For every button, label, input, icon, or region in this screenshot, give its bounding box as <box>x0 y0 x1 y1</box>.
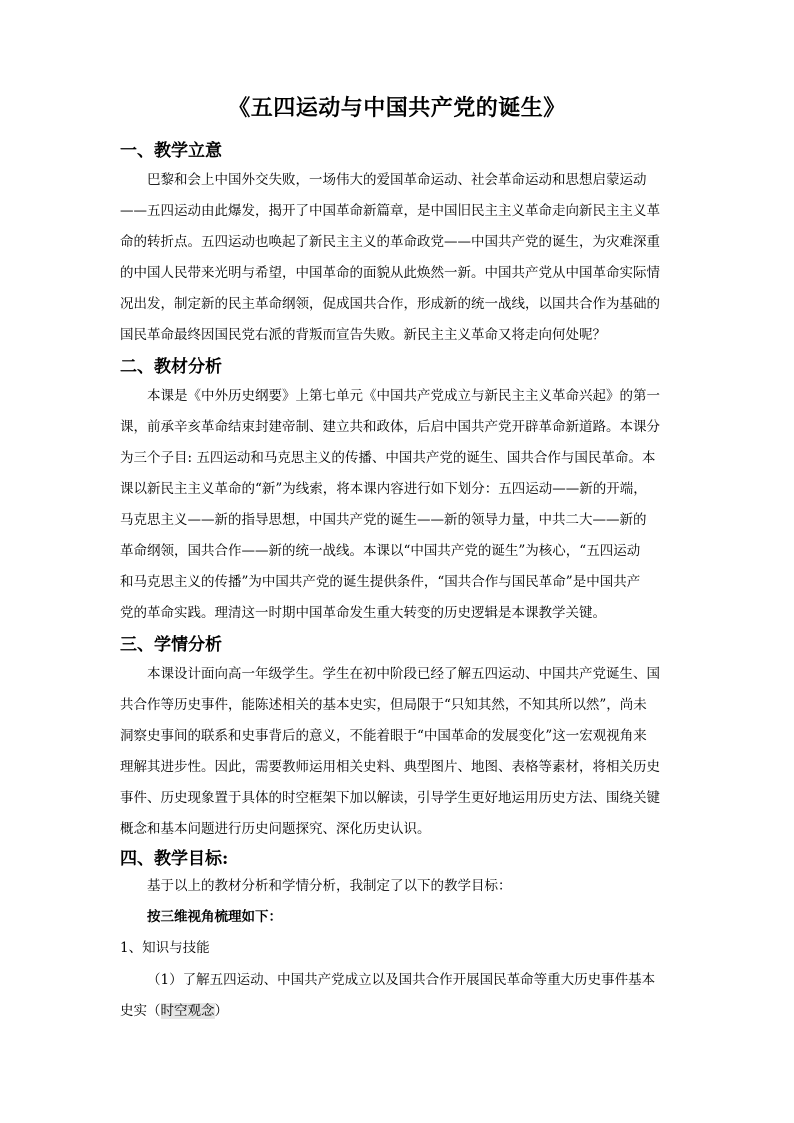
paragraph-line: 本课设计面向高一年级学生。学生在初中阶段已经了解五四运动、中国共产党诞生、国 <box>147 666 660 682</box>
paragraph-line: 课，前承辛亥革命结束封建帝制、建立共和政体，后启中国共产党开辟革命新道路。本课分 <box>120 419 660 435</box>
text-span: 史实（ <box>120 1003 161 1019</box>
paragraph-line: 国民革命最终因国民党右派的背叛而宣告失败。新民主主义革命又将走向何处呢？ <box>120 327 606 343</box>
paragraph-line: 巴黎和会上中国外交失败，一场伟大的爱国革命运动、社会革命运动和思想启蒙运动 <box>147 172 647 188</box>
paragraph-line: 课以新民主主义革命的“新”为线索，将本课内容进行如下划分：五四运动——新的开端， <box>120 481 647 497</box>
paragraph-line: 概念和基本问题进行历史问题探究、深化历史认识。 <box>120 821 431 837</box>
paragraph-line: 党的革命实践。理清这一时期中国革命发生重大转变的历史逻辑是本课教学关键。 <box>120 605 606 621</box>
paragraph-line: 共合作等历史事件，能陈述相关的基本史实，但局限于“只知其然，不知其所以然”，尚未 <box>120 697 647 713</box>
paragraph-line: 马克思主义——新的指导思想，中国共产党的诞生——新的领导力量，中共二大——新的 <box>120 512 647 528</box>
paragraph-line: ——五四运动由此爆发，揭开了中国革命新篇章，是中国旧民主主义革命走向新民主主义革 <box>120 203 660 219</box>
document-title: 《五四运动与中国共产党的诞生》 <box>228 95 566 121</box>
paragraph-line: 命的转折点。五四运动也唤起了新民主主义的革命政党——中国共产党的诞生，为灾难深重 <box>120 234 660 250</box>
text-span: ） <box>214 1003 228 1019</box>
paragraph-line: 况出发，制定新的民主革命纲领，促成国共合作，形成新的统一战线，以国共合作为基础的 <box>120 296 660 312</box>
paragraph-line: 和马克思主义的传播”为中国共产党的诞生提供条件，“国共合作与国民革命”是中国共产 <box>120 574 641 590</box>
list-item-knowledge-skills: 1、知识与技能 <box>120 940 210 956</box>
paragraph-line: 的中国人民带来光明与希望，中国革命的面貌从此焕然一新。中国共产党从中国革命实际情 <box>120 265 660 281</box>
paragraph-line: 基于以上的教材分析和学情分析，我制定了以下的教学目标： <box>147 878 512 894</box>
paragraph-line <box>120 999 228 1019</box>
paragraph-line: 为三个子目: 五四运动和马克思主义的传播、中国共产党的诞生、国共合作与国民革命。本 <box>120 450 656 466</box>
paragraph-line: 革命纲领，国共合作——新的统一战线。本课以“中国共产党的诞生”为核心，“五四运动 <box>120 543 641 559</box>
section-heading-teaching-intent: 一、教学立意 <box>120 141 222 161</box>
section-heading-teaching-goals: 四、教学目标: <box>120 849 229 869</box>
paragraph-line: 事件、历史现象置于具体的时空框架下加以解读，引导学生更好地运用历史方法、围绕关键 <box>120 790 660 806</box>
paragraph-line: 本课是《中外历史纲要》上第七单元《中国共产党成立与新民主主义革命兴起》的第一 <box>147 388 660 404</box>
paragraph-line: （1）了解五四运动、中国共产党成立以及国共合作开展国民革命等重大历史事件基本 <box>147 972 656 988</box>
section-heading-textbook-analysis: 二、教材分析 <box>120 357 222 377</box>
section-heading-student-analysis: 三、学情分析 <box>120 635 222 655</box>
subheading: 按三维视角梳理如下： <box>147 909 282 925</box>
highlighted-term: 时空观念 <box>160 1003 215 1019</box>
paragraph-line: 理解其进步性。因此，需要教师运用相关史料、典型图片、地图、表格等素材，将相关历史 <box>120 759 660 775</box>
paragraph-line: 洞察史事间的联系和史事背后的意义，不能着眼于“中国革命的发展变化”这一宏观视角来 <box>120 728 647 744</box>
